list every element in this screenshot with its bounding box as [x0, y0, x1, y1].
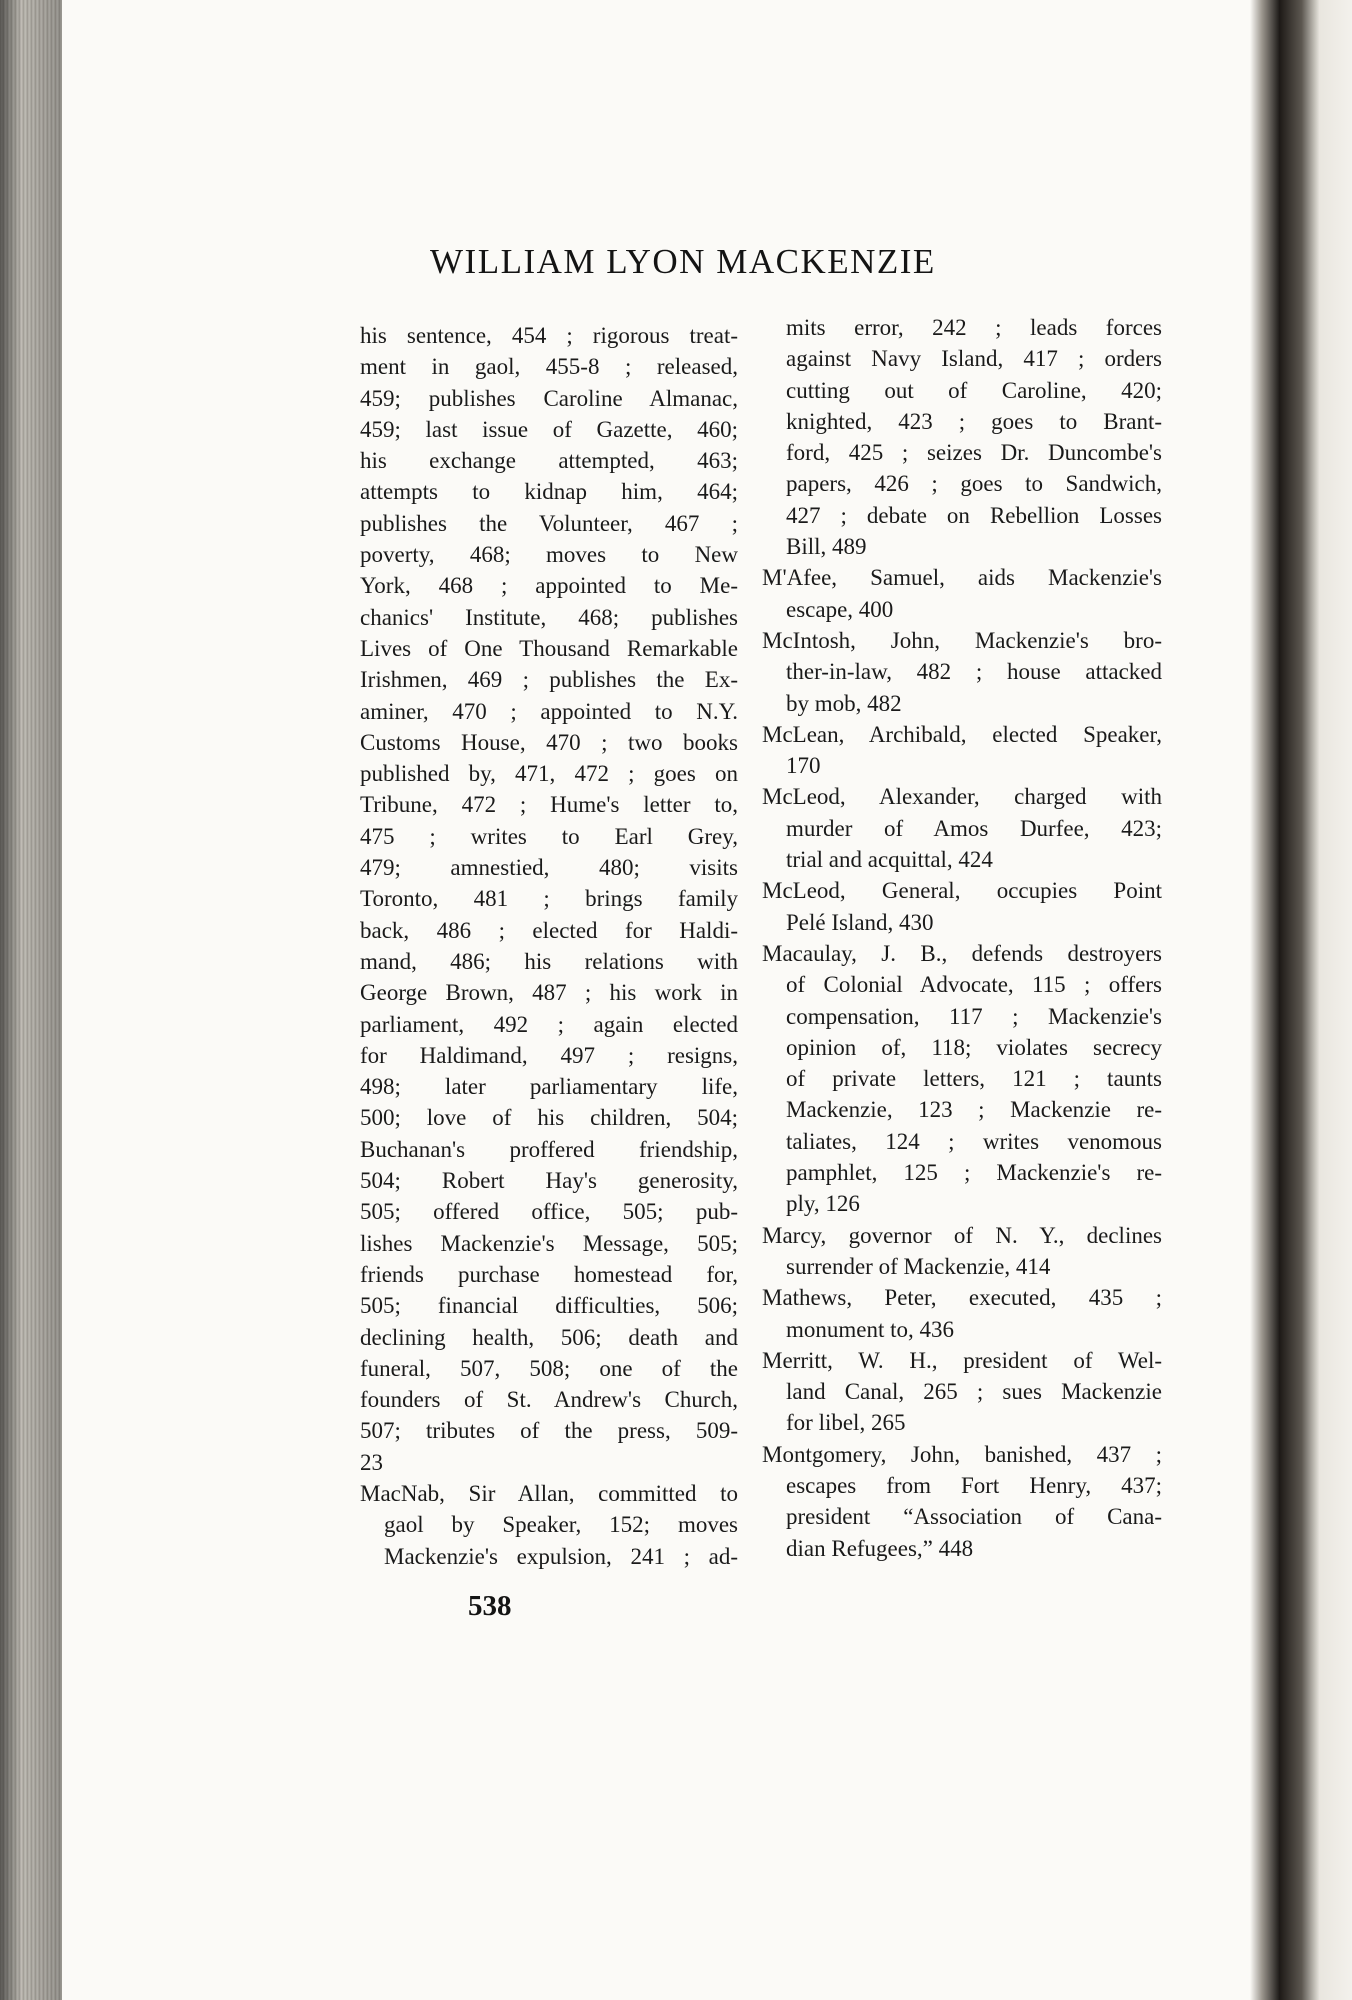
left-column-line: mand, 486; his relations with [360, 948, 738, 974]
right-column-line: 427 ; debate on Rebellion Losses [786, 502, 1162, 528]
right-column-line: McIntosh, John, Mackenzie's bro- [762, 627, 1162, 653]
right-column-line: ply, 126 [786, 1191, 860, 1217]
left-column-line: friends purchase homestead for, [360, 1261, 738, 1287]
left-column-line: declining health, 506; death and [360, 1324, 738, 1350]
right-column-line: compensation, 117 ; Mackenzie's [786, 1003, 1162, 1029]
right-column-line: of Colonial Advocate, 115 ; offers [786, 972, 1162, 998]
left-column-line: lishes Mackenzie's Message, 505; [360, 1230, 738, 1256]
left-column-line: gaol by Speaker, 152; moves [384, 1512, 738, 1538]
left-column-line: his exchange attempted, 463; [360, 448, 738, 474]
right-column-line: McLeod, Alexander, charged with [762, 784, 1162, 810]
left-column-line: attempts to kidnap him, 464; [360, 479, 738, 505]
left-column-line: 475 ; writes to Earl Grey, [360, 823, 738, 849]
left-column-line: 23 [360, 1449, 383, 1475]
right-column-line: Merritt, W. H., president of Wel- [762, 1347, 1162, 1373]
left-column-line: 505; financial difficulties, 506; [360, 1293, 738, 1319]
right-column-line: trial and acquittal, 424 [786, 847, 993, 873]
left-column-line: York, 468 ; appointed to Me- [360, 573, 738, 599]
left-column-line: Lives of One Thousand Remarkable [360, 635, 738, 661]
right-column-line: Mackenzie, 123 ; Mackenzie re- [786, 1097, 1162, 1123]
left-column-line: 498; later parliamentary life, [360, 1074, 738, 1100]
left-column-line: Customs House, 470 ; two books [360, 729, 738, 755]
left-column-line: poverty, 468; moves to New [360, 542, 738, 568]
left-column-line: back, 486 ; elected for Haldi- [360, 917, 738, 943]
right-column-line: president “Association of Cana- [786, 1504, 1162, 1530]
right-column-line: taliates, 124 ; writes venomous [786, 1128, 1162, 1154]
right-column-line: Marcy, governor of N. Y., declines [762, 1222, 1162, 1248]
right-column-line: dian Refugees,” 448 [786, 1535, 974, 1561]
left-column-line: for Haldimand, 497 ; resigns, [360, 1042, 738, 1068]
left-column-line: George Brown, 487 ; his work in [360, 980, 738, 1006]
right-column-line: mits error, 242 ; leads forces [786, 315, 1162, 340]
right-column-line: Macaulay, J. B., defends destroyers [762, 940, 1162, 966]
right-column-line: McLean, Archibald, elected Speaker, [762, 721, 1162, 747]
left-column-line: 507; tributes of the press, 509- [360, 1418, 738, 1444]
right-column-line: Pelé Island, 430 [786, 909, 934, 935]
left-column-line: Toronto, 481 ; brings family [360, 886, 738, 912]
right-column-line: McLeod, General, occupies Point [762, 878, 1162, 904]
right-column-line: murder of Amos Durfee, 423; [786, 815, 1162, 841]
running-head: WILLIAM LYON MACKENZIE [430, 242, 936, 281]
right-column-line: papers, 426 ; goes to Sandwich, [786, 471, 1162, 497]
left-column-line: Mackenzie's expulsion, 241 ; ad- [384, 1543, 738, 1569]
index-column-left [360, 320, 738, 1572]
right-column-line: escape, 400 [786, 596, 894, 622]
right-column-line: ford, 425 ; seizes Dr. Duncombe's [786, 440, 1162, 466]
left-column-line: MacNab, Sir Allan, committed to [360, 1480, 738, 1506]
left-column-line: his sentence, 454 ; rigorous treat- [360, 323, 738, 348]
right-column-line: by mob, 482 [786, 690, 902, 716]
right-column-line: opinion of, 118; violates secrecy [786, 1034, 1162, 1060]
left-column-line: 479; amnestied, 480; visits [360, 855, 738, 881]
right-column-line: pamphlet, 125 ; Mackenzie's re- [786, 1160, 1162, 1186]
right-column-line: Bill, 489 [786, 534, 867, 560]
left-column-line: chanics' Institute, 468; publishes [360, 604, 738, 630]
left-column-line: 500; love of his children, 504; [360, 1105, 738, 1131]
right-column-line: 170 [786, 753, 821, 779]
left-column-line: ment in gaol, 455-8 ; released, [360, 354, 738, 380]
right-column-line: M'Afee, Samuel, aids Mackenzie's [762, 565, 1162, 591]
left-column-line: 505; offered office, 505; pub- [360, 1199, 738, 1225]
right-column-line: Montgomery, John, banished, 437 ; [762, 1441, 1162, 1467]
right-column-line: knighted, 423 ; goes to Brant- [786, 408, 1162, 434]
right-column-line: monument to, 436 [786, 1316, 955, 1342]
right-column-line: against Navy Island, 417 ; orders [786, 346, 1162, 372]
right-column-line: for libel, 265 [786, 1410, 906, 1436]
book-page-edges-right [1280, 0, 1352, 2000]
left-column-line: Tribune, 472 ; Hume's letter to, [360, 792, 738, 818]
right-column-line: cutting out of Caroline, 420; [786, 377, 1162, 403]
left-column-line: 459; last issue of Gazette, 460; [360, 416, 738, 442]
right-column-line: Mathews, Peter, executed, 435 ; [762, 1285, 1162, 1311]
left-column-line: published by, 471, 472 ; goes on [360, 761, 738, 787]
left-column-line: funeral, 507, 508; one of the [360, 1355, 738, 1381]
left-column-line: Irishmen, 469 ; publishes the Ex- [360, 667, 738, 693]
left-column-line: Buchanan's proffered friendship, [360, 1136, 738, 1162]
left-column-line: founders of St. Andrew's Church, [360, 1387, 738, 1413]
left-column-line: 459; publishes Caroline Almanac, [360, 385, 738, 411]
page-gutter [1250, 0, 1280, 2000]
right-column-line: escapes from Fort Henry, 437; [786, 1472, 1162, 1498]
page-number: 538 [468, 1590, 512, 1622]
binding-shadow [0, 0, 62, 2000]
right-column-line: surrender of Mackenzie, 414 [786, 1253, 1051, 1279]
left-column-line: publishes the Volunteer, 467 ; [360, 510, 738, 536]
right-column-line: ther-in-law, 482 ; house attacked [786, 659, 1162, 685]
right-column-line: land Canal, 265 ; sues Mackenzie [786, 1379, 1162, 1405]
index-column-right [762, 312, 1162, 1564]
right-column-line: of private letters, 121 ; taunts [786, 1066, 1162, 1092]
left-column-line: aminer, 470 ; appointed to N.Y. [360, 698, 738, 724]
left-column-line: parliament, 492 ; again elected [360, 1011, 738, 1037]
left-column-line: 504; Robert Hay's generosity, [360, 1168, 738, 1194]
